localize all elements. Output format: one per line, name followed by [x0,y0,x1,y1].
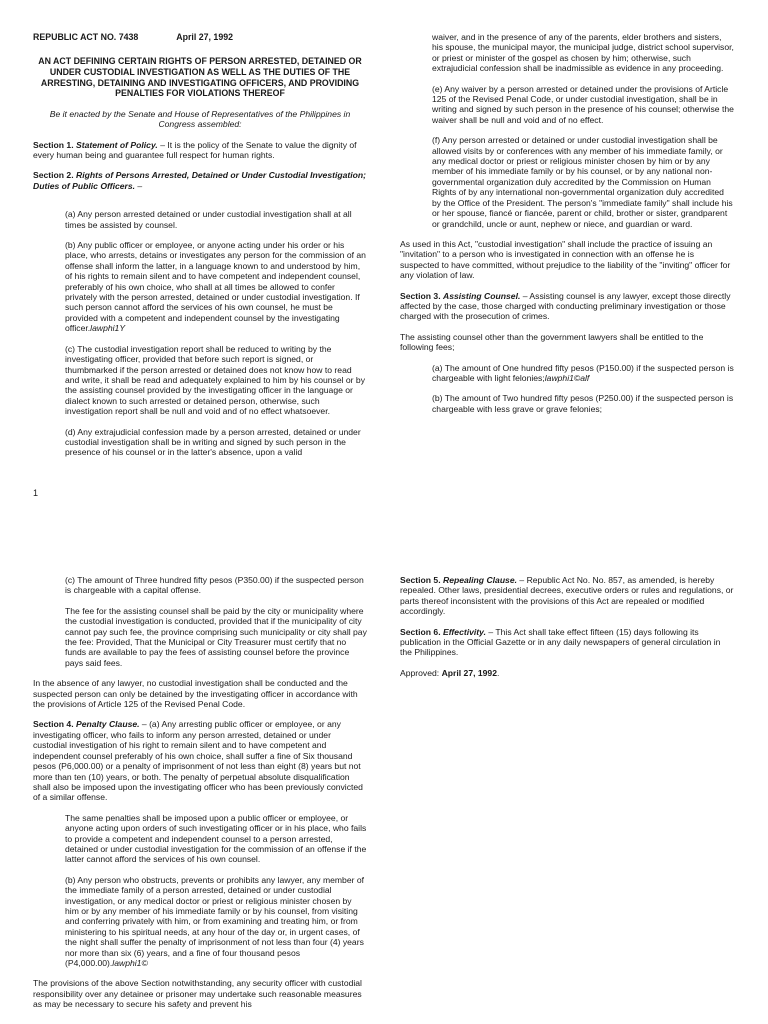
section-2-para-e: (e) Any waiver by a person arrested or detained under the provisions of Article 125 of the Revised Penal Code, or under custodial investigation, shall be in writing and signed by such person in the presence of his counsel; otherwise the waiver shall be null and void and of no effect. [432,83,734,125]
section-2-para-f: (f) Any person arrested or detained or under custodial investigation shall be allowed visits by or conferences with any member of his immediate family, or any medical doctor or priest or religious minister chosen by him or by any member of his immediate family or by his counsel, or by any national non-governmental organization duly accredited by the Commission on Human Rights of by any international non-governmental organization duly accredited by the Office of the President. The person's "immediate family" shall include his or her spouse, fiancé or fiancée, parent or child, brother or sister, grandparent or grandchild, uncle or aunt, nephew or niece, and guardian or ward. [432,135,733,229]
lawphil-tag: lawphi1©alf [544,372,590,383]
section-4-para-b [33,875,367,969]
page-number: 1 [33,488,39,498]
section-1-title: Statement of Policy. [75,139,158,150]
section-3-fee-a [400,363,734,384]
act-title: AN ACT DEFINING CERTAIN RIGHTS OF PERSON ARRESTED, DETAINED OR UNDER CUSTODIAL INVESTIGATION AS WELL AS THE DUTIES OF THE ARRESTING, DETAINING AND INVESTIGATING OFFICERS, AND PROVIDING PENALTIES FOR VIOLATIONS THEREOF [38,56,362,99]
section-3-absence-of-lawyer: In the absence of any lawyer, no custodial investigation shall be conducted and the suspected person can only be detained by the investigating officer in accordance with the provisions of Article 125 of the Revised Penal Code. [33,678,358,710]
lawphil-tag: lawphi1Y [90,323,126,334]
page2-right-column [400,575,734,678]
section-3-title: Assisting Counsel. [442,290,521,301]
act-header [33,32,367,42]
page1-right-column [400,32,734,414]
section-4-same-penalties: The same penalties shall be imposed upon a public officer or employee, or anyone acting upon orders of such investigating officer or in his place, who fails to provide a competent and independent counsel to a person arrested, detained or under custodial investigation for the commission of an offense if the latter cannot afford the services of his own counsel. [65,812,367,865]
approved-label: Approved: [400,667,442,678]
approved-line [400,668,734,678]
section-6-label: Section 6. [400,626,441,637]
section-2-dash: – [135,180,143,191]
section-4-label: Section 4. [33,719,74,730]
section-3-label: Section 3. [400,290,441,301]
section-2-para-b [33,240,367,334]
section-2-para-d: (d) Any extrajudicial confession made by a person arrested, detained or under custodial investigation shall be in writing and signed by such person in the presence of his counsel or in the latter's absence, upon a valid [65,426,361,458]
section-2-para-a: (a) Any person arrested detained or under custodial investigation shall at all times be assisted by counsel. [65,209,352,230]
lawphil-tag: lawphi1© [112,958,148,968]
approved-period: . [497,667,500,678]
act-number: REPUBLIC ACT NO. 7438 [33,32,139,42]
section-3-fees-intro: The assisting counsel other than the government lawyers shall be entitled to the following fees; [400,331,704,353]
section-1-label: Section 1. [33,139,74,150]
section-2-label: Section 2. [33,170,74,181]
approved-date: April 27, 1992 [441,667,497,678]
section-3-fee-a-text: (a) The amount of One hundred fifty pesos (P150.00) if the suspected person is chargeable with light felonies; [432,362,734,383]
section-5-text: – Republic Act No. No. 857, as amended, is hereby repealed. Other laws, presidential decrees, executive orders or rules and regulations, or parts thereof inconsistent with the provisions of this Act are repealed or modified accordingly. [400,575,734,617]
section-1-text: – It is the policy of the Senate to value the dignity of every human being and guarantee full respect for human rights. [33,139,357,160]
page2-left-column [33,575,367,1010]
section-2-para-c: (c) The custodial investigation report shall be reduced to writing by the investigating officer, provided that before such report is signed, or thumbmarked if the person arrested or detained does not know how to read and write, it shall be read and adequately explained to him by his counsel or by the assisting counsel provided by the investigating officer in the language or dialect known to such arrested or detained person, otherwise, such investigation report shall be null and void and of no effect whatsoever. [65,343,366,417]
section-2-para-b-text: (b) Any public officer or employee, or anyone acting under his order or his place, who arrests, detains or investigates any person for the commission of an offense shall inform the latter, in a language known to and understood by him, of his rights to remain silent and to have competent and independent counsel, preferably of his own choice, who shall at all times be allowed to confer privately with the person arrested, detained or under custodial investigation. If such person cannot afford the services of his own counsel, he must be provided with a competent and independent counsel by the investigating officer. [65,240,366,334]
act-date: April 27, 1992 [176,32,233,42]
section-4-para-b-text: (b) Any person who obstructs, prevents or prohibits any lawyer, any member of the immediate family of a person arrested, detained or under custodial investigation, or any medical doctor or priest or religious minister chosen by him or by any member of his immediate family or by his counsel, from visiting and conferring privately with him, or from examining and treating him, or from ministering to his spiritual needs, at any hour of the day or, in urgent cases, of the night shall suffer the penalty of imprisonment of not less than four (4) years nor more than six (6) years, and a fine of four thousand pesos (P4,000.00). [65,874,365,968]
section-5-title: Repealing Clause. [442,575,518,585]
section-2-heading [33,170,367,191]
section-6 [400,627,734,658]
section-5 [400,575,734,617]
section-2-para-d-continued: waiver, and in the presence of any of the parents, elder brothers and sisters, his spouse, the municipal mayor, the municipal judge, district school supervisor, or priest or minister of the gospel as chosen by him; otherwise, such extrajudicial confession shall be inadmissible as evidence in any proceeding. [432,32,734,74]
section-5-label: Section 5. [400,575,441,585]
section-3 [400,291,734,322]
custodial-investigation-definition: As used in this Act, "custodial investigation" shall include the practice of issuing an "invitation" to a person who is investigated in connection with an offense he is suspected to have committed, without prejudice to the liability of the "inviting" officer for any violation of law. [400,238,731,281]
section-1 [33,140,367,161]
section-6-title: Effectivity. [442,626,486,637]
section-3-fee-b: (b) The amount of Two hundred fifty pesos (P250.00) if the suspected person is chargeable with less grave or grave felonies; [432,393,734,414]
section-2-title: Rights of Persons Arrested, Detained or Under Custodial Investigation; Duties of Public Officers. [33,170,366,191]
page1-left-column [33,32,367,458]
section-6-text: – This Act shall take effect fifteen (15) days following its publication in the Official Gazette or in any daily newspapers of general circulation in the Philippines. [400,626,721,658]
section-4 [33,719,367,802]
section-3-fee-payment: The fee for the assisting counsel shall be paid by the city or municipality where the custodial investigation is conducted, provided that if the municipality of city cannot pay such fee, the province comprising such municipality or city shall pay the fee: Provided, That the Municipal or City Treasurer must certify that no funds are available to pay the fees of assisting counsel before the province pays said fees. [65,605,367,668]
section-3-text: – Assisting counsel is any lawyer, except those directly affected by the case, those charged with conducting preliminary investigation or those charged with the prosecution of crimes. [400,290,731,322]
section-4-para-a: – (a) Any arresting public officer or employee, or any investigating officer, who fails to inform any person arrested, detained or under custodial investigation of his right to remain silent and to have competent and independent counsel preferably of his own choice, shall suffer a fine of Six thousand pesos (P6,000.00) or a penalty of imprisonment of not less than eight (8) years but not more than ten (10) years, or both. The penalty of perpetual absolute disqualification shall also be imposed upon the investigating officer who has been previously convicted of a similar offense. [33,719,363,803]
section-3-fee-c: (c) The amount of Three hundred fifty pesos (P350.00) if the suspected person is chargeable with a capital offense. [65,575,364,596]
section-4-title: Penalty Clause. [75,719,140,730]
section-4-provisions: The provisions of the above Section notwithstanding, any security officer with custodial responsibility over any detainee or prisoner may undertake such reasonable measures as may be necessary to secure his safety and prevent his [33,978,362,1010]
enacting-clause: Be it enacted by the Senate and House of Representatives of the Philippines in Congress assembled: [49,108,351,130]
